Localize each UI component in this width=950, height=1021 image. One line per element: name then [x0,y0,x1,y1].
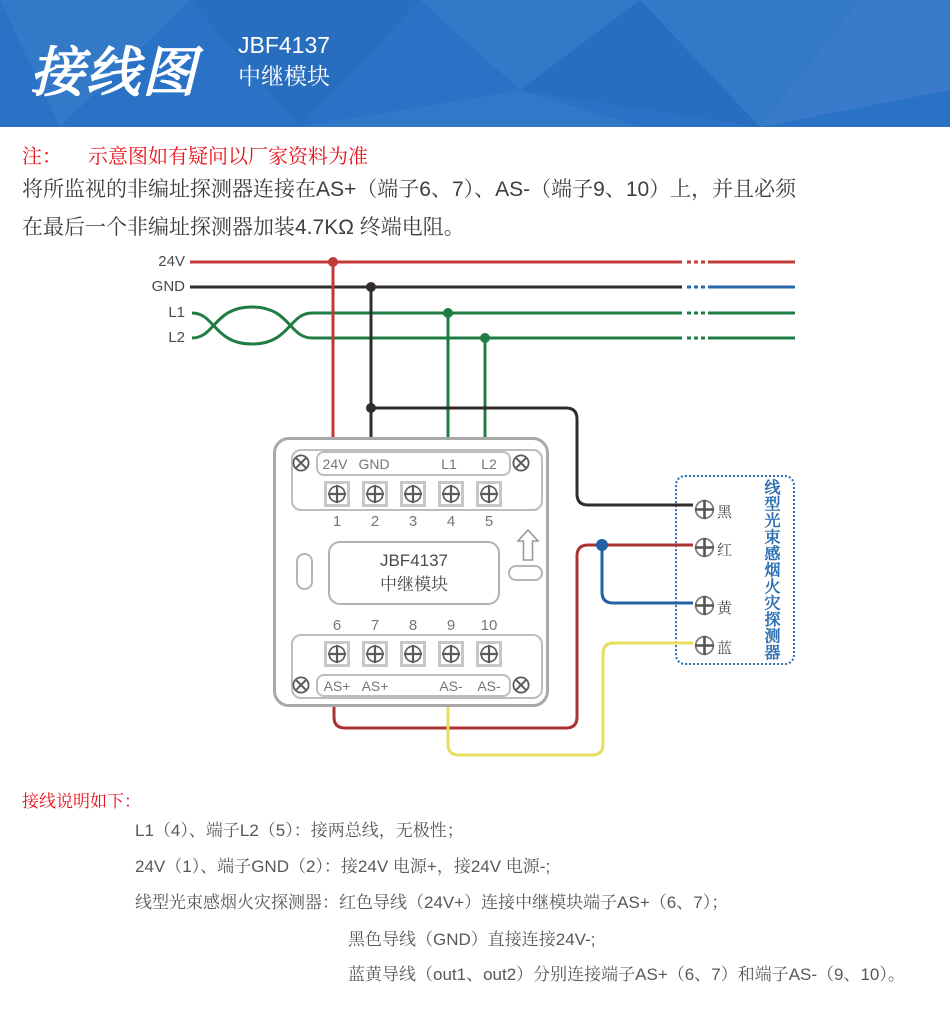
terminal-label-as-minus-10: AS- [477,678,501,694]
bus-l1-twist [192,313,312,344]
beam-smoke-detector-box [675,475,795,665]
note-label: 注： [22,146,62,168]
terminal-label-as-plus-6: AS+ [323,678,351,694]
relay-module-box [273,437,549,707]
instructions-title: 接线说明如下： [22,792,141,811]
detector-terminal-label-black: 黑 [717,504,733,521]
terminal-screw-7 [362,641,388,667]
terminal-screw-10 [476,641,502,667]
corner-screw-icon [512,676,530,694]
module-model: JBF4137 [379,551,449,570]
terminal-number-3: 3 [408,513,418,530]
header-banner [0,0,950,127]
bus-l2-twist [192,307,312,338]
terminal-screw-4 [438,481,464,507]
terminal-screw-2 [362,481,388,507]
model-number: JBF4137 [238,32,331,58]
up-arrow-icon [516,529,540,561]
terminal-number-5: 5 [484,513,494,530]
detector-terminal-blue-icon [694,635,715,656]
instruction-line-5: 蓝黄导线（out1、out2）分别连接端子AS+（6、7）和端子AS-（9、10）。 [348,965,905,984]
terminal-number-7: 7 [370,617,380,634]
module-side-slot-h [508,565,543,581]
terminal-number-4: 4 [446,513,456,530]
page-title: 接线图 [30,43,198,103]
terminal-label-as-plus-7: AS+ [361,678,389,694]
terminal-number-8: 8 [408,617,418,634]
instruction-line-3: 线型光束感烟火灾探测器：红色导线（24V+）连接中继模块端子AS+（6、7）； [135,893,729,912]
junction-dot-24v [328,257,338,267]
terminal-number-10: 10 [480,617,498,634]
note-line [22,144,368,170]
terminal-screw-8 [400,641,426,667]
module-nameplate [328,541,500,605]
terminal-label-as-minus-9: AS- [439,678,463,694]
module-side-slot [296,553,313,590]
note-body-line2: 在最后一个非编址探测器加装4.7KΩ 终端电阻。 [22,216,465,239]
header-subtitle [238,30,330,92]
junction-dot-gnd [366,282,376,292]
terminal-number-6: 6 [332,617,342,634]
detector-terminal-label-yellow: 黄 [717,600,733,617]
bus-label-l2: L2 [168,329,185,346]
terminal-screw-1 [324,481,350,507]
terminal-label-l2: L2 [481,456,497,472]
module-type: 中继模块 [380,575,448,594]
terminal-screw-5 [476,481,502,507]
junction-dot-l2 [480,333,490,343]
bus-label-l1: L1 [168,304,185,321]
junction-dot-blue [596,539,608,551]
model-name: 中继模块 [238,63,330,89]
detector-terminal-red-icon [694,537,715,558]
corner-screw-icon [512,454,530,472]
junction-dot-gnd-branch [366,403,376,413]
instruction-line-2: 24V（1）、端子GND（2）：接24V 电源+，接24V 电源-; [135,857,551,876]
note-warning: 示意图如有疑问以厂家资料为准 [88,146,368,168]
corner-screw-icon [292,676,310,694]
detector-terminal-label-red: 红 [717,542,733,559]
terminal-screw-9 [438,641,464,667]
terminal-screw-3 [400,481,426,507]
terminal-label-l1: L1 [441,456,457,472]
bus-label-24v: 24V [158,253,185,270]
terminal-number-2: 2 [370,513,380,530]
detector-terminal-label-blue: 蓝 [717,640,733,657]
junction-dot-l1 [443,308,453,318]
terminal-label-gnd: GND [358,456,390,472]
instruction-line-1: L1（4）、端子L2（5）：接两总线，无极性； [135,821,464,840]
detector-terminal-black-icon [694,499,715,520]
note-body-line1: 将所监视的非编址探测器连接在AS+（端子6、7）、AS-（端子9、10）上，并且必须 [22,178,797,201]
terminal-label-24v: 24V [322,456,348,472]
instruction-line-4: 黑色导线（GND）直接连接24V-; [348,930,596,949]
terminal-screw-6 [324,641,350,667]
detector-terminal-yellow-icon [694,595,715,616]
corner-screw-icon [292,454,310,472]
terminal-number-9: 9 [446,617,456,634]
bus-label-gnd: GND [151,278,185,295]
detector-name-vertical: 线型光束感烟火灾探测器 [762,479,779,661]
terminal-number-1: 1 [332,513,342,530]
